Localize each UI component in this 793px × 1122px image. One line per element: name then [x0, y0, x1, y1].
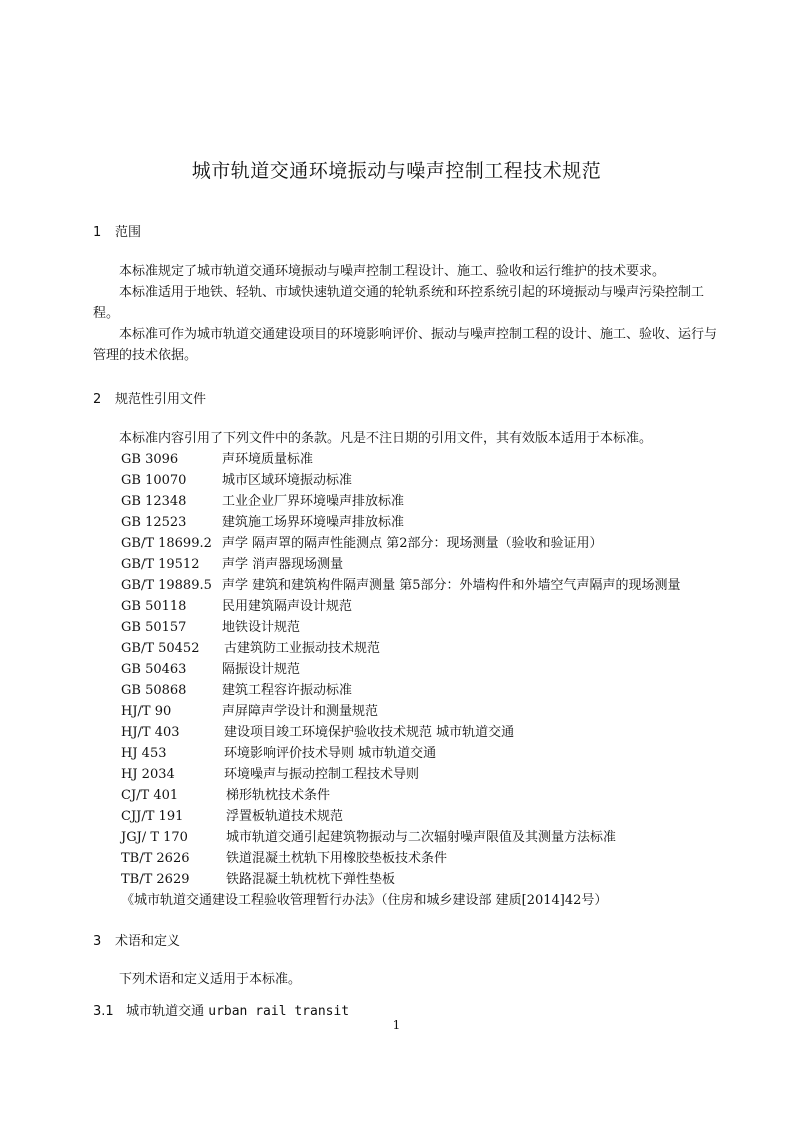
subsection-title-en: urban rail transit [208, 1004, 350, 1019]
scope-paragraph-3: 本标准可作为城市轨道交通建设项目的环境影响评价、振动与噪声控制工程的设计、施工、验收、运行与管理的技术依据。 [93, 327, 718, 363]
scope-paragraph-2: 本标准适用于地铁、轻轨、市域快速轨道交通的轮轨系统和环控系统引起的环境振动与噪声污染控制工程。 [93, 285, 705, 321]
terms-intro: 下列术语和定义适用于本标准。 [119, 972, 302, 987]
scope-paragraph-1: 本标准规定了城市轨道交通环境振动与噪声控制工程设计、施工、验收和运行维护的技术要求。 [119, 264, 666, 279]
section-number: 2 [93, 392, 102, 407]
section-heading-3 [93, 930, 180, 949]
page-number: 1 [392, 1018, 401, 1032]
refs-intro: 本标准内容引用了下列文件中的条款。凡是不注日期的引用文件，其有效版本适用于本标准。 [119, 431, 653, 446]
section-title: 规范性引用文件 [115, 392, 207, 407]
subsection-3-1 [93, 1000, 349, 1019]
subsection-number: 3.1 [93, 1004, 114, 1019]
section-heading-1 [93, 221, 141, 240]
section-number: 3 [93, 934, 102, 949]
section-number: 1 [93, 225, 102, 240]
section-heading-2 [93, 388, 206, 407]
reference-extra: 《城市轨道交通建设工程验收管理暂行办法》（住房和城乡建设部 建质[2014]42号） [121, 893, 608, 908]
section-title: 术语和定义 [115, 934, 181, 949]
page-title: 城市轨道交通环境振动与噪声控制工程技术规范 [191, 160, 602, 182]
subsection-title-cn: 城市轨道交通 [126, 1004, 205, 1019]
section-title: 范围 [115, 225, 142, 240]
